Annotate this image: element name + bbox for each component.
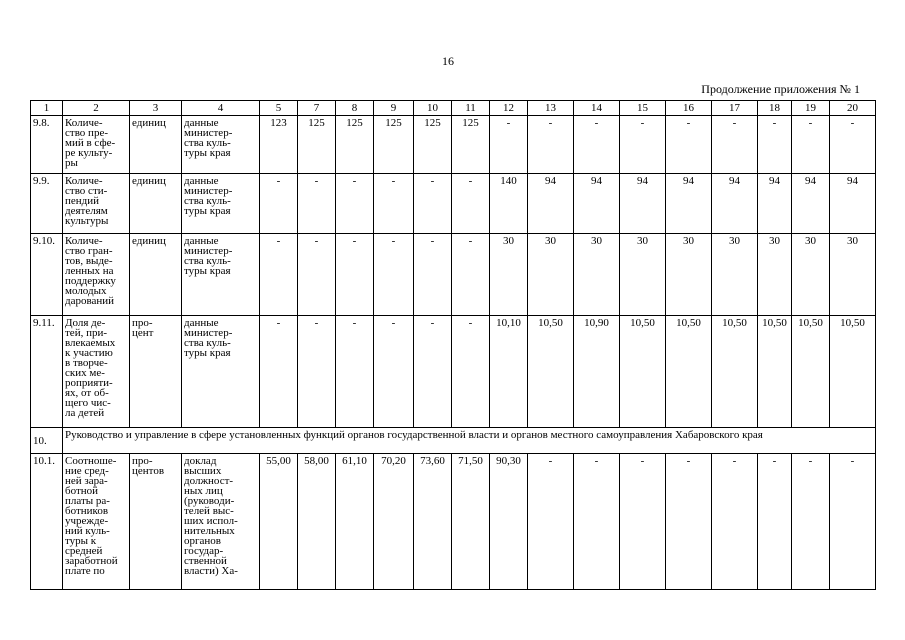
value-cell: - [452, 174, 490, 234]
value-cell: - [374, 316, 414, 428]
value-cell: 94 [574, 174, 620, 234]
unit: единиц [130, 116, 182, 174]
column-header: 16 [666, 101, 712, 116]
value-cell: - [490, 116, 528, 174]
value-cell: - [374, 174, 414, 234]
value-cell: 10,90 [574, 316, 620, 428]
value-cell: 30 [528, 234, 574, 316]
column-header: 5 [260, 101, 298, 116]
unit: единиц [130, 174, 182, 234]
data-source: данные министер- ства куль- туры края [182, 316, 260, 428]
value-cell: - [666, 116, 712, 174]
value-cell: 73,60 [414, 454, 452, 590]
column-header: 15 [620, 101, 666, 116]
row-number: 10.1. [31, 454, 63, 590]
value-cell: 10,10 [490, 316, 528, 428]
header-row [31, 101, 876, 116]
row-number: 9.11. [31, 316, 63, 428]
value-cell: 90,30 [490, 454, 528, 590]
value-cell: 94 [666, 174, 712, 234]
value-cell: 94 [712, 174, 758, 234]
value-cell: 61,10 [336, 454, 374, 590]
value-cell: - [336, 234, 374, 316]
value-cell: 30 [758, 234, 792, 316]
value-cell: - [574, 454, 620, 590]
indicator-name: Количе- ство гран- тов, выде- ленных на поддержку молодых дарований [63, 234, 130, 316]
indicator-name: Количе- ство сти- пендий деятелям культуры [63, 174, 130, 234]
value-cell: - [452, 234, 490, 316]
value-cell: - [620, 454, 666, 590]
value-cell: 10,50 [830, 316, 876, 428]
page-number: 16 [442, 54, 454, 68]
value-cell: 140 [490, 174, 528, 234]
table-row [31, 454, 876, 590]
column-header: 8 [336, 101, 374, 116]
value-cell: 94 [528, 174, 574, 234]
value-cell: 30 [712, 234, 758, 316]
value-cell: 125 [452, 116, 490, 174]
value-cell: 10,50 [528, 316, 574, 428]
value-cell: - [336, 316, 374, 428]
value-cell: 30 [490, 234, 528, 316]
column-header: 1 [31, 101, 63, 116]
value-cell: - [260, 316, 298, 428]
value-cell: - [298, 234, 336, 316]
column-header: 3 [130, 101, 182, 116]
value-cell: 10,50 [758, 316, 792, 428]
value-cell: - [792, 116, 830, 174]
column-header: 9 [374, 101, 414, 116]
value-cell: 125 [414, 116, 452, 174]
value-cell: 10,50 [712, 316, 758, 428]
value-cell: 30 [620, 234, 666, 316]
value-cell: 30 [574, 234, 620, 316]
value-cell: 10,50 [792, 316, 830, 428]
data-source: данные министер- ства куль- туры края [182, 174, 260, 234]
data-source: данные министер- ства куль- туры края [182, 116, 260, 174]
indicator-name: Доля де- тей, при- влекаемых к участию в творче- ских ме- роприяти- ях, от об- щего чис- ла детей [63, 316, 130, 428]
value-cell: - [452, 316, 490, 428]
value-cell: - [574, 116, 620, 174]
value-cell: - [528, 116, 574, 174]
value-cell: - [528, 454, 574, 590]
value-cell: 58,00 [298, 454, 336, 590]
value-cell: - [374, 234, 414, 316]
row-number: 9.10. [31, 234, 63, 316]
value-cell: 70,20 [374, 454, 414, 590]
value-cell: - [260, 234, 298, 316]
indicators-table [30, 100, 876, 590]
value-cell: 10,50 [620, 316, 666, 428]
value-cell: 30 [830, 234, 876, 316]
table-row [31, 316, 876, 428]
value-cell: - [298, 174, 336, 234]
appendix-caption: Продолжение приложения № 1 [701, 82, 860, 96]
row-number: 9.8. [31, 116, 63, 174]
value-cell: - [414, 316, 452, 428]
column-header: 7 [298, 101, 336, 116]
column-header: 10 [414, 101, 452, 116]
value-cell: 30 [666, 234, 712, 316]
column-header: 2 [63, 101, 130, 116]
value-cell: 30 [792, 234, 830, 316]
value-cell: - [298, 316, 336, 428]
value-cell: - [620, 116, 666, 174]
section-title: Руководство и управление в сфере установленных функций органов государственной власти и органов местного самоуправления Хабаровского края [63, 428, 876, 454]
data-source: доклад высших должност- ных лиц (руководи- телей выс- ших испол- нительных органов государ- ственной власти) Ха- [182, 454, 260, 590]
column-header: 18 [758, 101, 792, 116]
column-header: 14 [574, 101, 620, 116]
value-cell: 94 [792, 174, 830, 234]
value-cell: 71,50 [452, 454, 490, 590]
column-header: 17 [712, 101, 758, 116]
column-header: 20 [830, 101, 876, 116]
value-cell: - [260, 174, 298, 234]
value-cell: 10,50 [666, 316, 712, 428]
unit: про- центов [130, 454, 182, 590]
unit: единиц [130, 234, 182, 316]
value-cell: - [336, 174, 374, 234]
value-cell: 125 [336, 116, 374, 174]
column-header: 11 [452, 101, 490, 116]
value-cell: - [414, 234, 452, 316]
column-header: 12 [490, 101, 528, 116]
unit: про- цент [130, 316, 182, 428]
indicator-name: Соотноше- ние сред- ней зара- ботной платы ра- ботников учрежде- ний куль- туры к средней заработной плате по [63, 454, 130, 590]
value-cell: - [414, 174, 452, 234]
value-cell: - [830, 454, 876, 590]
table-row [31, 234, 876, 316]
section-row [31, 428, 876, 454]
value-cell: - [712, 116, 758, 174]
value-cell: - [758, 116, 792, 174]
data-source: данные министер- ства куль- туры края [182, 234, 260, 316]
value-cell: 125 [374, 116, 414, 174]
value-cell: 125 [298, 116, 336, 174]
table-row [31, 174, 876, 234]
column-header: 13 [528, 101, 574, 116]
section-number: 10. [31, 428, 63, 454]
value-cell: - [792, 454, 830, 590]
value-cell: - [666, 454, 712, 590]
column-header: 4 [182, 101, 260, 116]
value-cell: - [712, 454, 758, 590]
value-cell: 94 [758, 174, 792, 234]
value-cell: 94 [830, 174, 876, 234]
value-cell: - [830, 116, 876, 174]
table-row [31, 116, 876, 174]
value-cell: 94 [620, 174, 666, 234]
indicator-name: Количе- ство пре- мий в сфе- ре культу- ры [63, 116, 130, 174]
row-number: 9.9. [31, 174, 63, 234]
value-cell: 55,00 [260, 454, 298, 590]
column-header: 19 [792, 101, 830, 116]
value-cell: 123 [260, 116, 298, 174]
value-cell: - [758, 454, 792, 590]
